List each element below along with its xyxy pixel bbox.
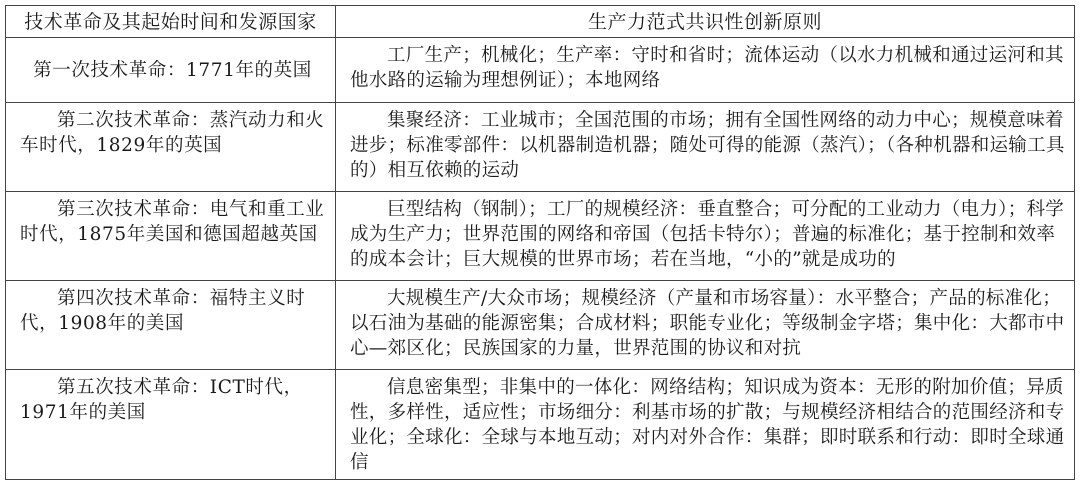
header-principles: 生产力范式共识性创新原则 <box>336 6 1075 38</box>
principles-cell: 工厂生产；机械化；生产率：守时和省时；流体运动（以水力机械和通过运河和其他水路的运输为理想例证）；本地网络 <box>336 38 1075 103</box>
principles-cell: 大规模生产/大众市场；规模经济（产量和市场容量）：水平整合；产品的标准化；以石油为基础的能源密集；合成材料；职能专业化；等级制金字塔；集中化：大都市中心—郊区化；民族国家的力量，世界范围的协议和对抗 <box>336 281 1075 370</box>
principles-cell: 信息密集型；非集中的一体化：网络结构；知识成为资本：无形的附加价值；异质性，多样性，适应性；市场细分：利基市场的扩散；与规模经济相结合的范围经济和专业化；全球化：全球与本地互动；对内对外合作：集群；即时联系和行动：即时全球通信 <box>336 370 1075 480</box>
era-cell: 第一次技术革命：1771年的英国 <box>6 38 336 103</box>
era-cell: 第四次技术革命：福特主义时代，1908年的美国 <box>6 281 336 370</box>
principles-cell: 集聚经济：工业城市；全国范围的市场；拥有全国性网络的动力中心；规模意味着进步；标准零部件：以机器制造机器；随处可得的能源（蒸汽）；（各种机器和运输工具的）相互依赖的运动 <box>336 103 1075 192</box>
revolution-table-container <box>5 5 1074 480</box>
table-header-row <box>6 6 1075 38</box>
tech-revolution-table <box>5 5 1075 480</box>
table-row <box>6 370 1075 480</box>
header-era: 技术革命及其起始时间和发源国家 <box>6 6 336 38</box>
era-cell: 第二次技术革命：蒸汽动力和火车时代，1829年的英国 <box>6 103 336 192</box>
principles-cell: 巨型结构（钢制）；工厂的规模经济：垂直整合；可分配的工业动力（电力）；科学成为生产力；世界范围的网络和帝国（包括卡特尔）；普遍的标准化；基于控制和效率的成本会计；巨大规模的世界市场；若在当地，“小的”就是成功的 <box>336 192 1075 281</box>
table-row <box>6 192 1075 281</box>
table-row <box>6 38 1075 103</box>
era-cell: 第五次技术革命：ICT时代，1971年的美国 <box>6 370 336 480</box>
era-cell: 第三次技术革命：电气和重工业时代，1875年美国和德国超越英国 <box>6 192 336 281</box>
table-row <box>6 281 1075 370</box>
table-row <box>6 103 1075 192</box>
